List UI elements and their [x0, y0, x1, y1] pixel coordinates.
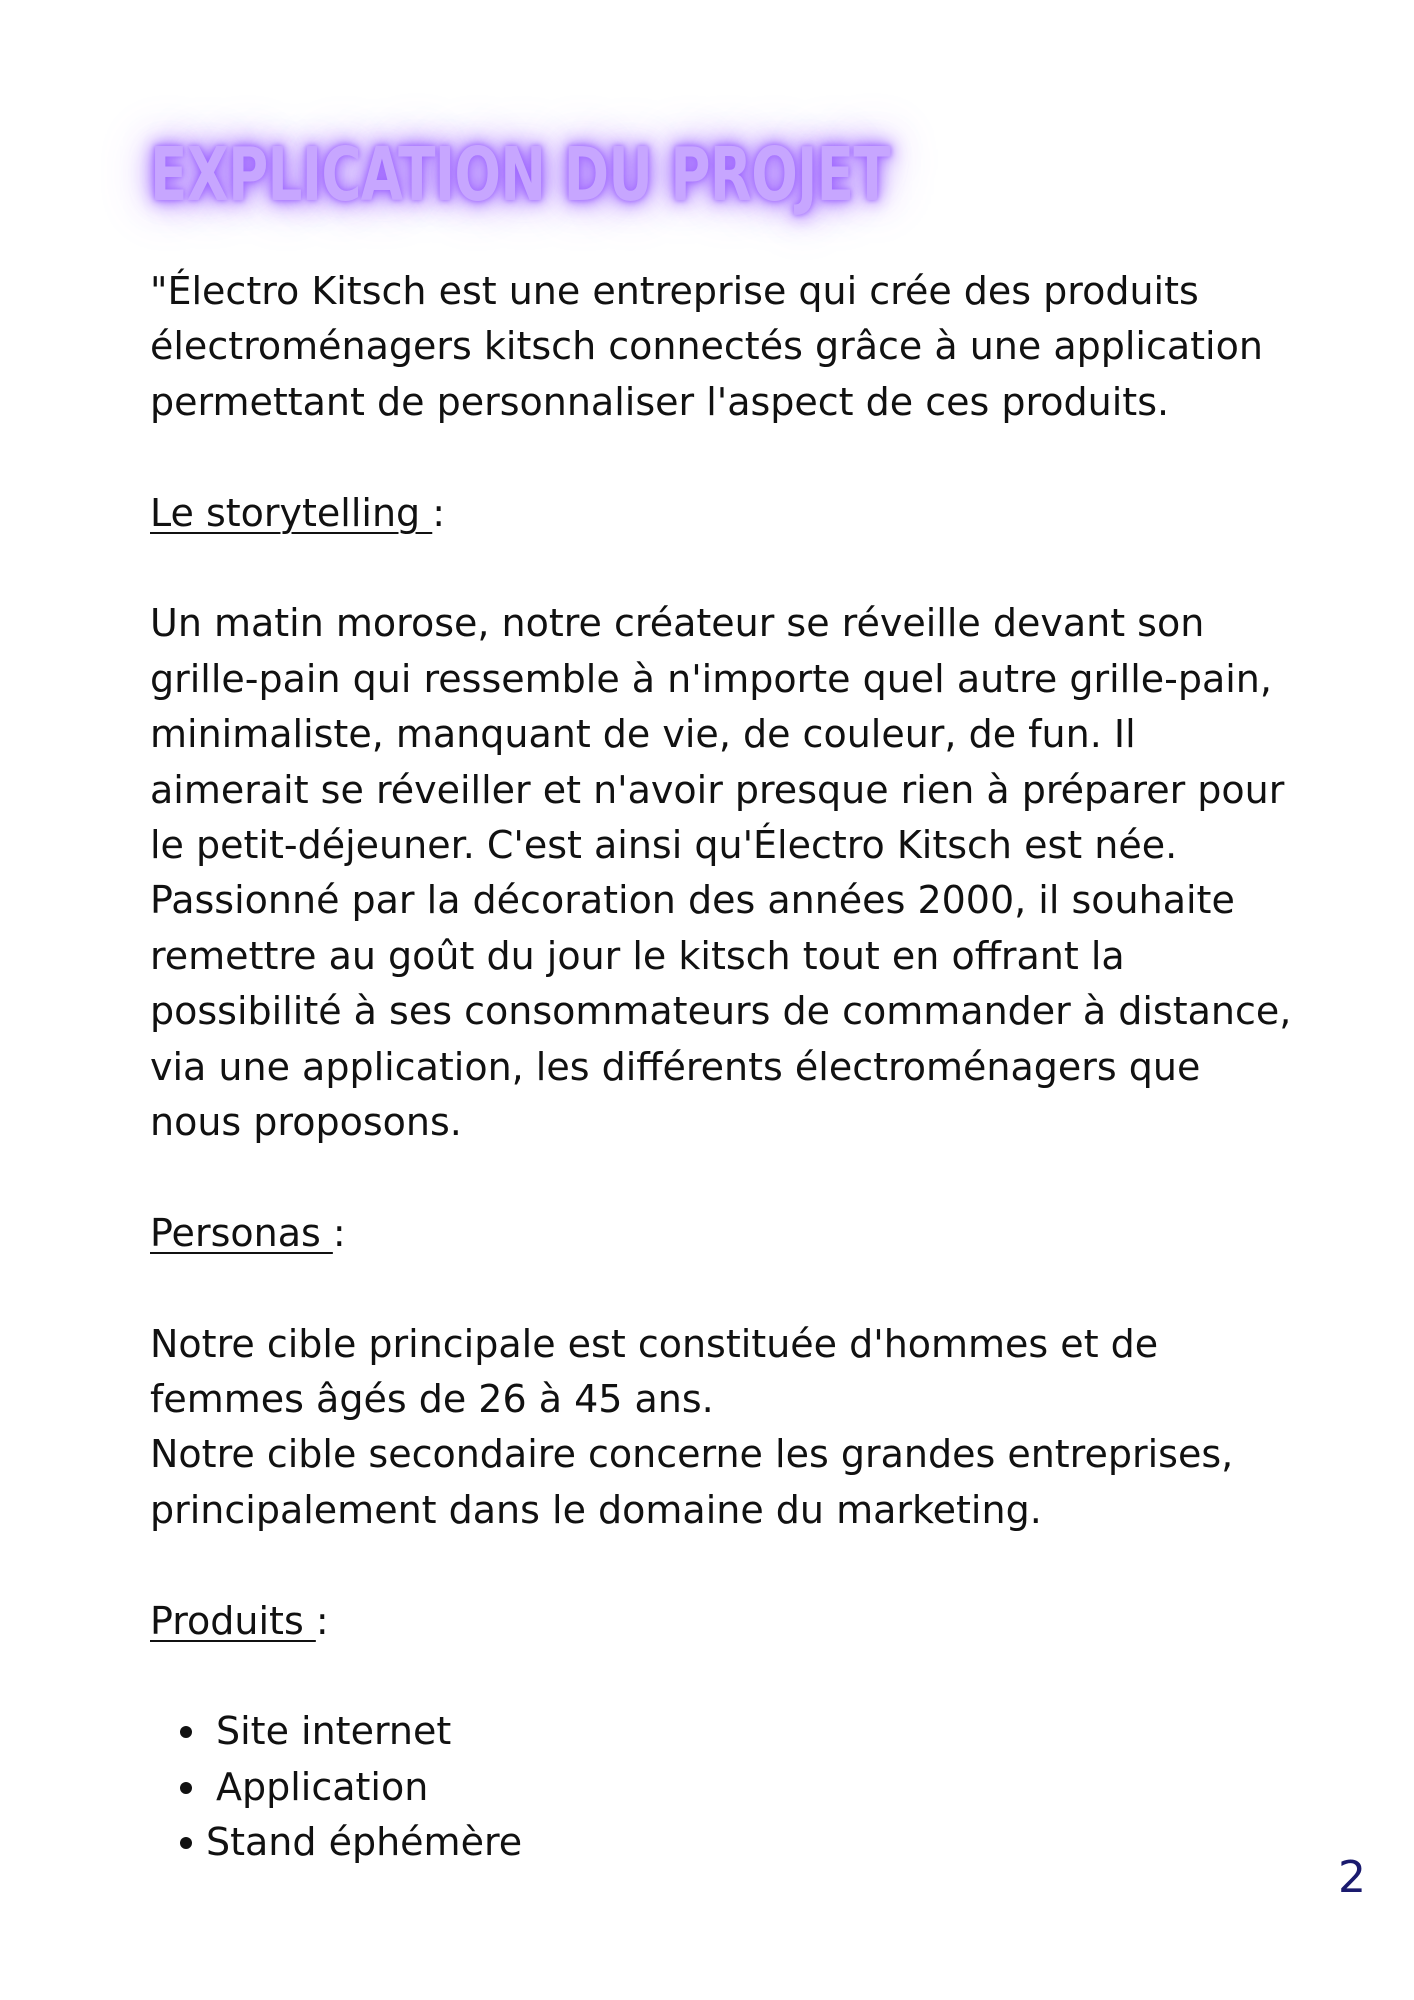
storytelling-line: minimaliste, manquant de vie, de couleur, de fun. Il [150, 712, 1136, 757]
storytelling-line: Passionné par la décoration des années 2000, il souhaite [150, 878, 1235, 923]
intro-paragraph [150, 264, 1300, 430]
storytelling-line: possibilité à ses consommateurs de commander à distance, [150, 989, 1292, 1034]
personas-line: principalement dans le domaine du marketing. [150, 1487, 1042, 1532]
document-body [150, 264, 1300, 1871]
produits-heading [150, 1594, 1300, 1649]
list-item [150, 1815, 1300, 1870]
bullet-icon [180, 1837, 192, 1849]
intro-line: "Électro Kitsch est une entreprise qui crée des produits [150, 269, 1199, 313]
personas-line: femmes âgés de 26 à 45 ans. [150, 1377, 714, 1422]
storytelling-heading-colon: : [432, 490, 446, 535]
personas-heading-text: Personas [150, 1210, 333, 1255]
storytelling-heading-text: Le storytelling [150, 490, 433, 535]
list-item-label: Application [216, 1764, 429, 1809]
page-title: EXPLICATION DU PROJET [150, 132, 890, 218]
storytelling-heading [150, 486, 1300, 541]
list-item-label: Stand éphémère [206, 1820, 523, 1865]
intro-line: électroménagers kitsch connectés grâce à une application [150, 324, 1263, 369]
personas-line: Notre cible principale est constituée d'hommes et de [150, 1321, 1159, 1366]
storytelling-line: aimerait se réveiller et n'avoir presque rien à préparer pour [150, 767, 1285, 812]
personas-heading-colon: : [332, 1210, 346, 1255]
bullet-icon [180, 1782, 192, 1794]
list-item-label: Site internet [216, 1709, 452, 1754]
produits-heading-text: Produits [150, 1598, 316, 1643]
storytelling-line: via une application, les différents électroménagers que [150, 1044, 1201, 1089]
storytelling-line: remettre au goût du jour le kitsch tout en offrant la [150, 933, 1125, 978]
personas-heading [150, 1206, 1300, 1261]
page-number: 2 [1338, 1852, 1366, 1903]
personas-line: Notre cible secondaire concerne les grandes entreprises, [150, 1432, 1234, 1477]
list-item [150, 1704, 1300, 1759]
storytelling-line: grille-pain qui ressemble à n'importe quel autre grille-pain, [150, 656, 1272, 701]
storytelling-line: Un matin morose, notre créateur se réveille devant son [150, 601, 1205, 646]
intro-line: permettant de personnaliser l'aspect de ces produits. [150, 379, 1170, 424]
list-item [150, 1760, 1300, 1815]
storytelling-paragraph [150, 596, 1300, 1150]
produits-list [150, 1704, 1300, 1870]
storytelling-line: le petit-déjeuner. C'est ainsi qu'Électro Kitsch est née. [150, 823, 1178, 868]
bullet-icon [180, 1726, 192, 1738]
storytelling-line: nous proposons. [150, 1100, 462, 1145]
produits-heading-colon: : [315, 1598, 329, 1643]
personas-paragraph [150, 1317, 1300, 1539]
